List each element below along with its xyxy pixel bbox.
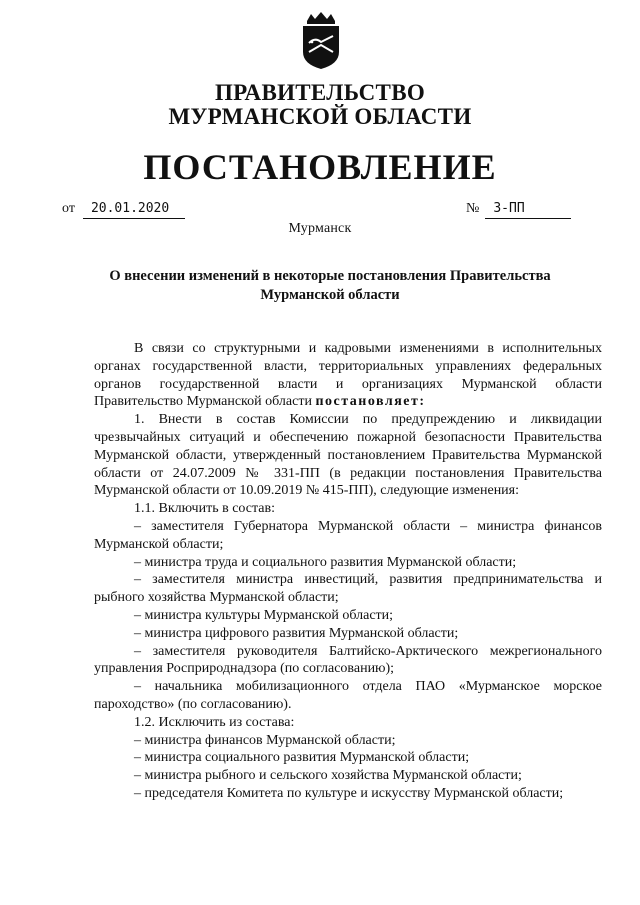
date-prefix: от — [62, 201, 75, 216]
intro-emphasis: постановляет: — [315, 394, 426, 410]
coat-of-arms-icon — [298, 12, 344, 70]
document-number: 3-ПП — [485, 200, 571, 219]
body-paragraph: 1.1. Включить в состав: — [134, 501, 275, 517]
date-row — [62, 200, 185, 219]
city-name: Мурманск — [288, 221, 352, 236]
body-paragraph: – начальника мобилизационного отдела ПАО «Мурманское морское пароходство» (по согласованию). — [94, 679, 602, 712]
body-paragraph: 1. Внести в состав Комиссии по предупреждению и ликвидации чрезвычайных ситуаций и обеспечению пожарной безопасности Правительства Мурманской области, утвержденный постановлением Правительства Мурманской области от 24.07.2009 № 331-ПП (в редакции постановления Правительства Мурманской области от 10.09.2019 № 415-ПП), следующие изменения: — [94, 412, 602, 499]
body-paragraph: – министра социального развития Мурманской области; — [134, 750, 470, 766]
body-paragraph: – министра цифрового развития Мурманской области; — [134, 625, 459, 641]
body-paragraph: – заместителя министра инвестиций, развития предпринимательства и рыбного хозяйства Мурманской области; — [94, 572, 602, 606]
number-prefix: № — [466, 201, 480, 216]
body-paragraph: – министра финансов Мурманской области; — [134, 732, 396, 748]
body-paragraph: – министра культуры Мурманской области; — [134, 607, 394, 623]
document-subject: О внесении изменений в некоторые постановления Правительства Мурманской области — [109, 268, 551, 303]
number-row — [466, 200, 571, 219]
government-title-line2: МУРМАНСКОЙ ОБЛАСТИ — [168, 104, 472, 129]
body-paragraph: 1.2. Исключить из состава: — [134, 714, 295, 730]
intro-paragraph — [94, 340, 602, 411]
body-paragraph: – заместителя руководителя Балтийско-Арктического межрегионального управления Росприроднадзора (по согласованию); — [94, 643, 602, 677]
body-paragraph: – министра труда и социального развития Мурманской области; — [134, 554, 517, 570]
document-body — [94, 340, 602, 803]
document-date: 20.01.2020 — [83, 200, 185, 219]
body-paragraph: – заместителя Губернатора Мурманской области – министра финансов Мурманской области; — [94, 518, 602, 552]
body-paragraph: – председателя Комитета по культуре и искусству Мурманской области; — [134, 785, 564, 801]
document-type-title: ПОСТАНОВЛЕНИЕ — [143, 147, 497, 187]
body-paragraph: – министра рыбного и сельского хозяйства Мурманской области; — [134, 768, 522, 784]
intro-text: В связи со структурными и кадровыми изменениями в исполнительных органах государственной власти, территориальных управлениях федеральных органов государственной власти и организациях Мурманской области Правительство Мурманской области — [94, 341, 602, 410]
government-title-line1: ПРАВИТЕЛЬСТВО — [214, 80, 426, 105]
